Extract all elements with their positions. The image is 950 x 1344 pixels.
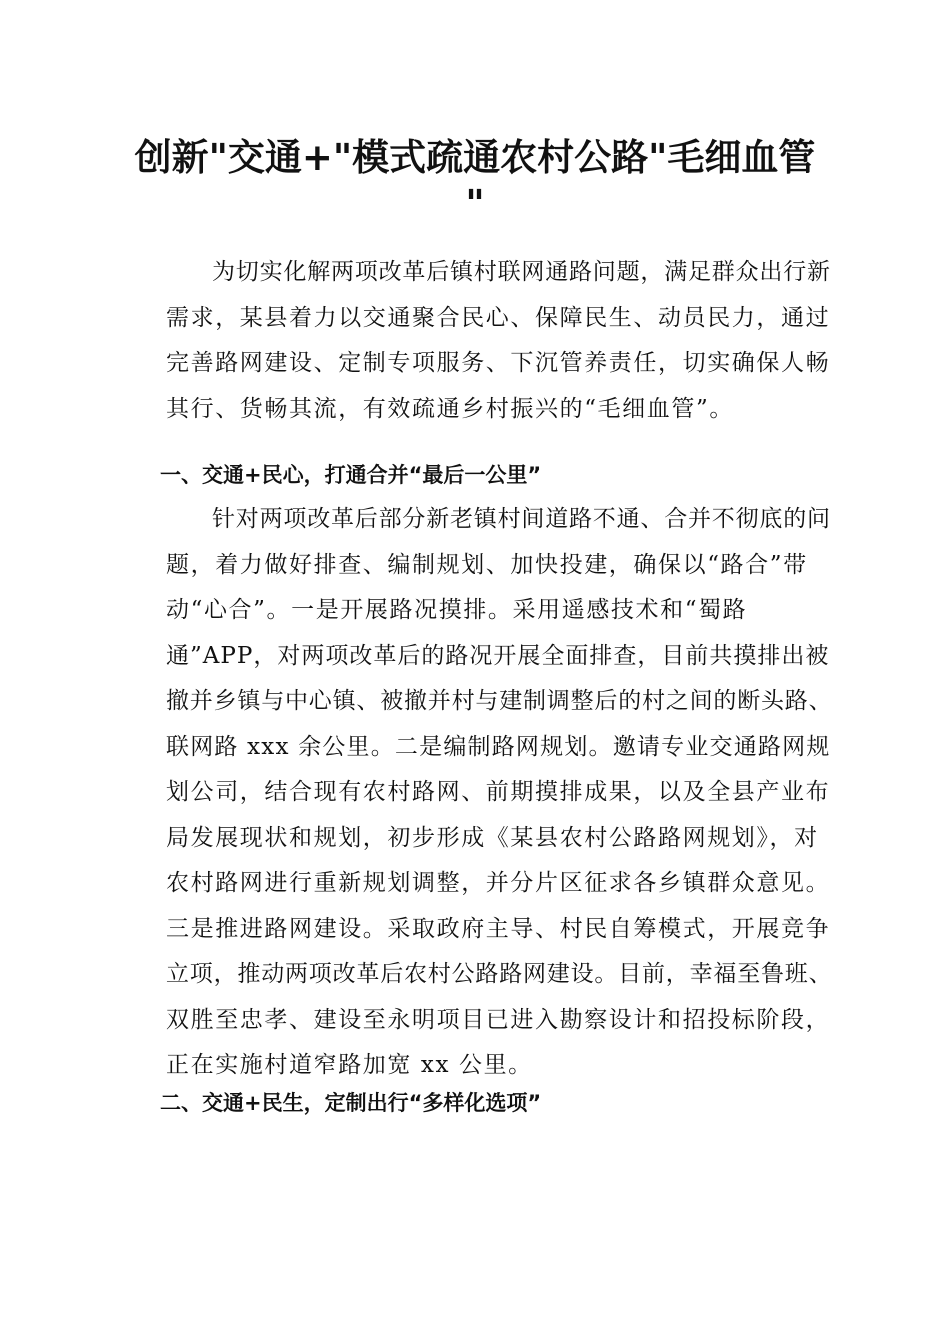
document-title	[118, 135, 832, 227]
section-1-line-8: 局发展现状和规划，初步形成《某县农村公路路网规划》，对	[166, 824, 819, 851]
title-line-2: "	[465, 182, 485, 225]
intro-line-4: 其行、货畅其流，有效疏通乡村振兴的“毛细血管”。	[166, 395, 734, 422]
section-1-line-2: 题，着力做好排查、编制规划、加快投建，确保以“路合”带	[166, 551, 808, 578]
intro-line-3: 完善路网建设、定制专项服务、下沉管养责任，切实确保人畅	[166, 350, 831, 376]
section-1-line-4: 通”APP，对两项改革后的路况开展全面排查，目前共摸排出被	[166, 642, 830, 669]
title-line-1: 创新"交通+"模式疏通农村公路"毛细血管	[134, 136, 816, 179]
section-1-line-13: 正在实施村道窄路加宽 xx 公里。	[166, 1052, 533, 1078]
section-1-line-7: 划公司，结合现有农村路网、前期摸排成果，以及全县产业布	[166, 779, 831, 805]
section-1-line-6: 联网路 xxx 余公里。二是编制路网规划。邀请专业交通路网规	[166, 733, 831, 760]
section-1-line-3: 动“心合”。一是开展路况摸排。采用遥感技术和“蜀路	[166, 597, 748, 623]
section-1-heading: 一、交通+民心，打通合并“最后一公里”	[160, 463, 542, 487]
section-1-paragraph	[120, 497, 832, 1089]
intro-paragraph	[120, 250, 832, 432]
section-1-line-9: 农村路网进行重新规划调整，并分片区征求各乡镇群众意见。	[166, 870, 831, 896]
section-1-line-11: 立项，推动两项改革后农村公路路网建设。目前，幸福至鲁班、	[166, 961, 833, 987]
section-2-heading: 二、交通+民生，定制出行“多样化选项”	[160, 1091, 542, 1115]
section-1-line-5: 撤并乡镇与中心镇、被撤并村与建制调整后的村之间的断头路、	[166, 688, 833, 714]
intro-line-2: 需求，某县着力以交通聚合民心、保障民生、动员民力，通过	[166, 304, 831, 331]
section-1-line-12: 双胜至忠孝、建设至永明项目已进入勘察设计和招投标阶段，	[166, 1006, 831, 1033]
section-1-line-10: 三是推进路网建设。采取政府主导、村民自筹模式，开展竞争	[166, 915, 831, 942]
section-1-line-1: 针对两项改革后部分新老镇村间道路不通、合并不彻底的问	[212, 506, 831, 532]
intro-line-1: 为切实化解两项改革后镇村联网通路问题，满足群众出行新	[212, 259, 831, 285]
